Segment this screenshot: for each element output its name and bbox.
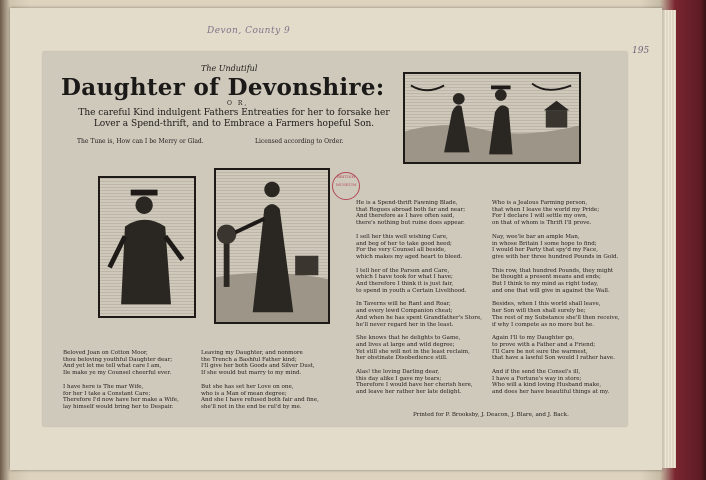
- verse-line: In Taverns will he Rant and Roar,: [356, 301, 451, 308]
- verse-stanza: [492, 369, 624, 396]
- verse-stanza: [492, 335, 624, 362]
- woodcut-lady: [214, 168, 330, 324]
- verse-line: she'll not in the end be rul'd by me.: [201, 403, 302, 410]
- verse-line: She knows that he delights to Game,: [356, 335, 461, 342]
- verse-line: and leave her rather her late delight.: [356, 389, 462, 396]
- verse-line: to spend in youth a Certain Livelihood.: [356, 287, 467, 294]
- handwritten-annotation: Devon, County 9: [207, 26, 291, 36]
- verse-line: that when I leave the world my Pride;: [492, 206, 600, 213]
- verse-line: Yet still she will not in the least reclaim,: [356, 348, 470, 355]
- verse-line: And therefore I think it is just fair,: [356, 281, 454, 288]
- verse-line: Who will a kind loving Husband make,: [492, 382, 602, 389]
- verse-line: Leaving my Daughter, and nonmore: [201, 350, 303, 356]
- verse-line: I have a Fortune's way in store;: [492, 375, 582, 382]
- verse-line: I would her Party that spy'd my Face,: [492, 247, 598, 254]
- verse-stanza: [492, 200, 624, 227]
- verse-stanza: [492, 234, 624, 261]
- verse-stanza: [201, 350, 339, 377]
- verse-line: Who is a Jealous Farming person,: [492, 200, 588, 206]
- verse-line: If she would but marry to my mind.: [201, 370, 302, 377]
- verse-stanza: [201, 384, 339, 411]
- verse-column-2: [201, 350, 339, 418]
- verse-line: I'll Care be not sure the warmest,: [492, 348, 588, 355]
- verse-line: and does her have beautiful things at my.: [492, 389, 610, 396]
- album-page: [10, 8, 662, 470]
- verse-stanza: [356, 200, 491, 227]
- license-line: Licensed according to Order.: [255, 138, 344, 145]
- ballad-title: Daughter of Devonshire:: [61, 74, 385, 101]
- verse-line: and beg of her to take good heed;: [356, 240, 452, 247]
- verse-stanza: [63, 384, 201, 411]
- verse-line: he'll never regard her in the least.: [356, 321, 454, 328]
- verse-line: her Son will then shall surely be;: [492, 308, 586, 315]
- verse-line: her obstinate Disobedience still.: [356, 355, 448, 362]
- verse-line: And she I have refused both fair and fine,: [201, 397, 319, 404]
- verse-line: in whose Britain I some hope to find;: [492, 240, 597, 247]
- verse-line: And therefore as I have often said,: [356, 213, 455, 220]
- verse-line: which I have took for what I have;: [356, 274, 453, 281]
- verse-line: who is a Man of mean degree;: [201, 390, 287, 397]
- verse-line: I tell her of the Parson and Care,: [356, 267, 450, 274]
- verse-line: I sell her this well wishing Care,: [356, 233, 448, 240]
- title-prefix: The Undutiful: [201, 64, 258, 73]
- verse-line: that Rogues abroad both far and near;: [356, 206, 466, 213]
- verse-line: And yet let me tell what care I am,: [63, 363, 162, 370]
- verse-line: I'll give her both Goods and Silver Dust,: [201, 363, 315, 370]
- woodcut-man: [98, 176, 196, 318]
- printer-imprint: Printed for P. Brooksby, J. Deacon, J. Blare, and J. Back.: [413, 412, 569, 418]
- verse-line: this day alike I gave my tears;: [356, 375, 442, 382]
- verse-stanza: [356, 234, 491, 261]
- verse-line: Again I'll to my Daughter go,: [492, 335, 575, 342]
- verse-line: But she has set her Love on one,: [201, 383, 294, 390]
- verse-line: be thought a present means and ends;: [492, 274, 601, 281]
- verse-line: and every lewd Companion cheat;: [356, 308, 453, 315]
- verse-column-1: [63, 350, 201, 418]
- verse-line: Therefore I would have her cherish here,: [356, 382, 473, 389]
- verse-line: And if the send the Consel's ill,: [492, 369, 581, 376]
- verse-line: on that of whom is Thrift I'll prove.: [492, 220, 592, 227]
- ballad-subtitle: The careful Kind indulgent Fathers Entreaties for her to forsake her Lover a Spend-thrift, and to Embrace a Farmers hopeful Son.: [78, 108, 390, 129]
- verse-line: thou beloving youthful Daughter dear;: [63, 356, 173, 363]
- verse-line: to prove with a Father and a Friend;: [492, 341, 596, 348]
- museum-stamp: [332, 172, 360, 200]
- verse-line: lay himself would bring her to Despair.: [63, 403, 174, 410]
- ballad-sheet: [43, 52, 627, 426]
- verse-line: The rest of my Substance she'll then receive,: [492, 314, 620, 321]
- page-edges: [662, 10, 676, 468]
- verse-column-4: [492, 200, 624, 403]
- verse-stanza: [63, 350, 201, 377]
- verse-line: Alas! the loving Darling dear,: [356, 369, 440, 376]
- verse-line: the Trench a Bashful Father kind;: [201, 356, 297, 363]
- verse-line: This row, that hundred Pounds, they might: [492, 267, 614, 274]
- verse-stanza: [492, 268, 624, 295]
- woodcut-couple: [403, 72, 581, 164]
- stamp-text: BRITISH MUSEUM: [335, 174, 357, 187]
- verse-column-3: [356, 200, 491, 403]
- verse-line: For the very Counsel all beside,: [356, 247, 446, 254]
- verse-line: For I declare I will settle my own,: [492, 213, 588, 220]
- verse-line: Therefore I'd now have her make a Wife,: [63, 397, 179, 404]
- verse-line: Ile make ye my Counsel cheerful ever.: [63, 370, 172, 377]
- verse-stanza: [492, 301, 624, 328]
- page-number: 195: [632, 46, 650, 56]
- verse-line: and one that will give in against the Wall.: [492, 287, 610, 294]
- verse-stanza: [356, 301, 491, 328]
- verse-stanza: [356, 268, 491, 295]
- verse-line: I have here is The mar Wife,: [63, 383, 144, 390]
- verse-line: for her I take a Constant Care;: [63, 390, 151, 397]
- title-or: O R,: [227, 100, 249, 107]
- verse-line: Besides, when I this world shall leave,: [492, 301, 601, 308]
- verse-line: And when he has spent Grandfather's Store,: [356, 314, 483, 321]
- verse-stanza: [356, 369, 491, 396]
- verse-line: and lives at large and wild degree;: [356, 341, 455, 348]
- tune-line: The Tune is, How can I be Merry or Glad.: [77, 138, 204, 145]
- verse-stanza: [356, 335, 491, 362]
- verse-line: that have a lawful Son would I rather have.: [492, 355, 615, 362]
- verse-line: But I think to my mind as right today,: [492, 281, 599, 288]
- verse-line: Nay, wee'le bar an ample Man,: [492, 233, 580, 240]
- verse-line: there's nothing but ruine does appear.: [356, 220, 465, 227]
- verse-line: He is a Spend-thrift Fawning Blade,: [356, 200, 458, 206]
- verse-line: Beloved Joan on Cotton Moor,: [63, 350, 148, 356]
- verse-line: give with her three hundred Pounds in Gold.: [492, 253, 619, 260]
- verse-line: if why I compete as no more but he.: [492, 321, 595, 328]
- verse-line: which makes my aged heart to bleed.: [356, 253, 463, 260]
